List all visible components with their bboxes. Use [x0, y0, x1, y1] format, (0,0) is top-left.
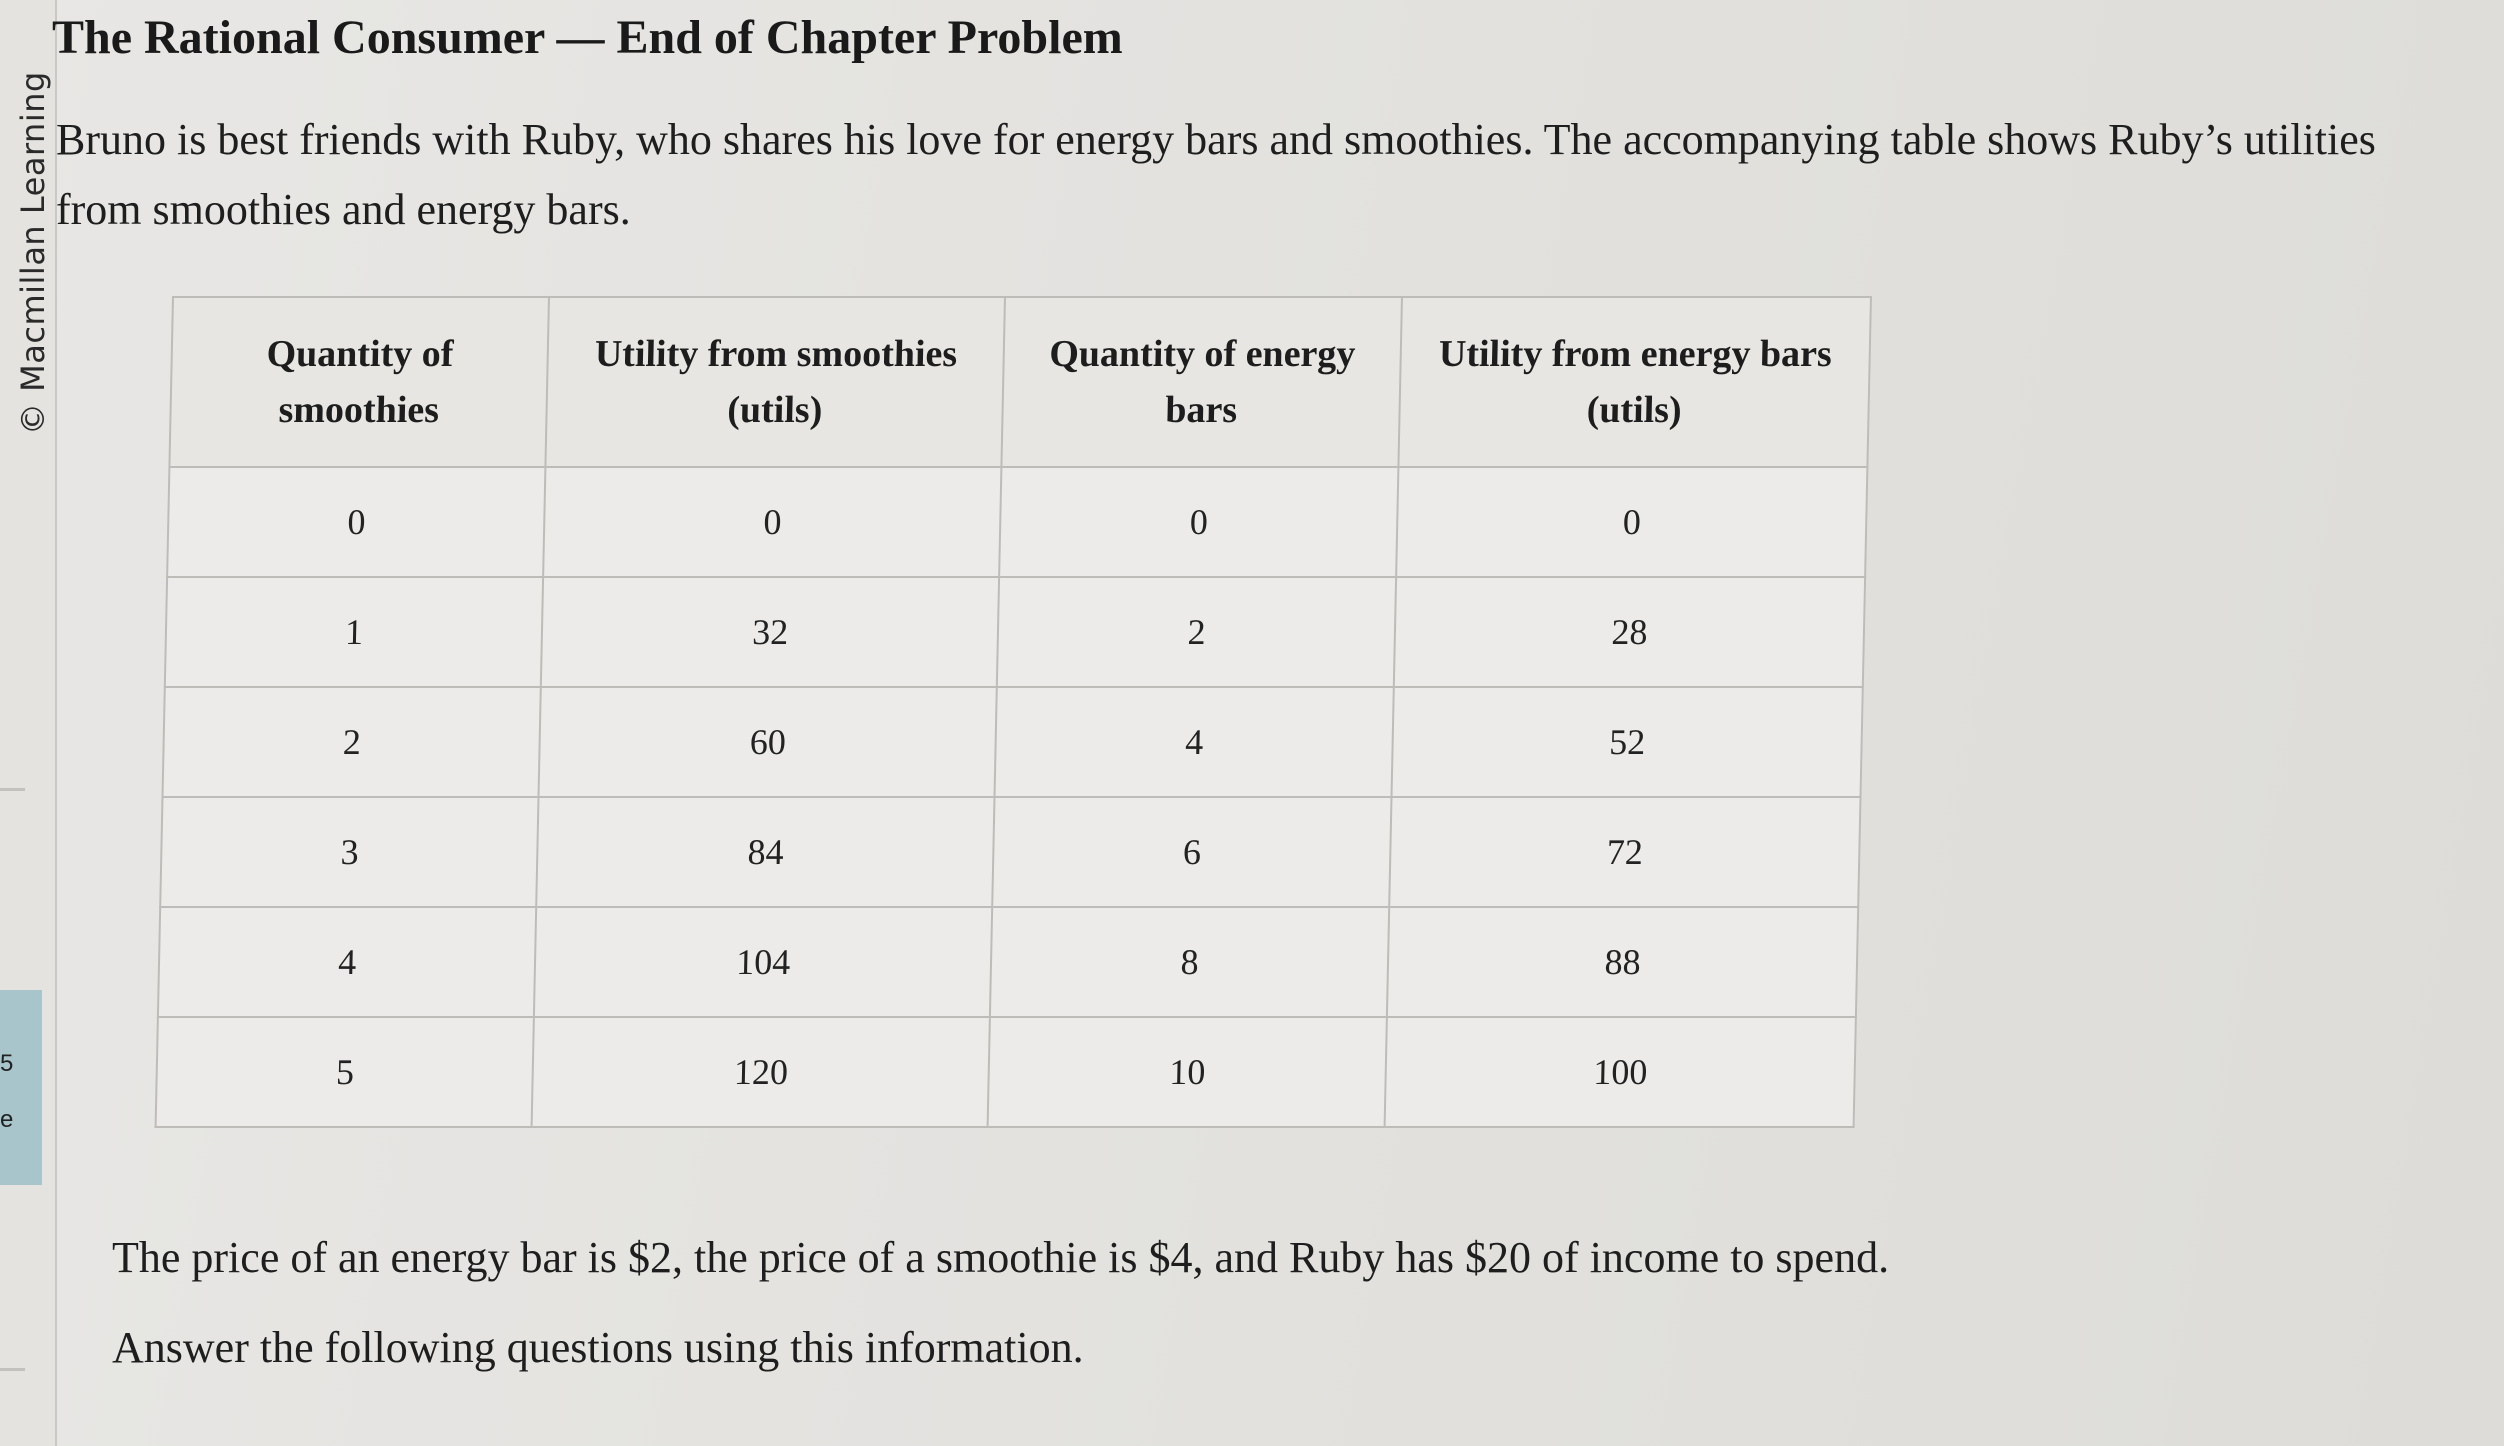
table-row — [160, 797, 1860, 907]
header-utility-smoothies: Utility from smoothies (utils) — [546, 297, 1005, 467]
header-quantity-energy-bars: Quantity of energy bars — [1001, 297, 1402, 467]
cell-utility-energy-bars: 28 — [1394, 577, 1865, 687]
cell-quantity-smoothies: 5 — [156, 1017, 535, 1127]
cell-quantity-smoothies: 0 — [167, 467, 546, 577]
cell-utility-energy-bars: 88 — [1387, 907, 1858, 1017]
cell-quantity-smoothies: 4 — [158, 907, 537, 1017]
cell-utility-energy-bars: 100 — [1385, 1017, 1856, 1127]
table-row — [163, 687, 1863, 797]
table-row — [158, 907, 1858, 1017]
cell-quantity-smoothies: 2 — [163, 687, 542, 797]
price-info: The price of an energy bar is $2, the price of a smoothie is $4, and Ruby has $20 of income to spend. — [112, 1233, 1890, 1282]
table-row — [156, 1017, 1856, 1127]
problem-intro: Bruno is best friends with Ruby, who shares his love for energy bars and smoothies. The accompanying table shows Ruby’s utilities from smoothies and energy bars. — [56, 115, 2376, 234]
cell-quantity-energy-bars: 0 — [999, 467, 1398, 577]
table-header-row — [169, 297, 1871, 467]
sidebar-glyph-top: 5 — [0, 1050, 14, 1077]
cell-quantity-energy-bars: 4 — [995, 687, 1394, 797]
cell-quantity-energy-bars: 8 — [990, 907, 1389, 1017]
cell-utility-smoothies: 32 — [541, 577, 999, 687]
page-title: The Rational Consumer — End of Chapter Problem — [52, 11, 1123, 64]
cell-utility-smoothies: 84 — [537, 797, 995, 907]
sidebar-divider-bottom — [0, 1368, 25, 1371]
cell-quantity-smoothies: 3 — [160, 797, 539, 907]
cell-utility-energy-bars: 0 — [1396, 467, 1867, 577]
cell-quantity-energy-bars: 6 — [992, 797, 1391, 907]
sidebar-divider — [0, 788, 25, 791]
cell-quantity-energy-bars: 10 — [988, 1017, 1387, 1127]
cell-utility-smoothies: 0 — [544, 467, 1002, 577]
header-utility-energy-bars: Utility from energy bars (utils) — [1399, 297, 1871, 467]
instruction-text: Answer the following questions using this information. — [112, 1323, 1084, 1372]
table-row — [165, 577, 1865, 687]
cell-quantity-energy-bars: 2 — [997, 577, 1396, 687]
table-row — [167, 467, 1867, 577]
cell-utility-smoothies: 104 — [534, 907, 992, 1017]
header-quantity-smoothies: Quantity of smoothies — [169, 297, 549, 467]
sidebar-glyph-bottom: e — [0, 1106, 14, 1133]
cell-utility-energy-bars: 52 — [1392, 687, 1863, 797]
sidebar-accent-tab[interactable] — [0, 990, 42, 1185]
utility-table — [155, 296, 1872, 1128]
cell-quantity-smoothies: 1 — [165, 577, 544, 687]
cell-utility-energy-bars: 72 — [1389, 797, 1860, 907]
cell-utility-smoothies: 120 — [532, 1017, 990, 1127]
cell-utility-smoothies: 60 — [539, 687, 997, 797]
copyright-notice: © Macmillan Learning — [14, 71, 52, 435]
